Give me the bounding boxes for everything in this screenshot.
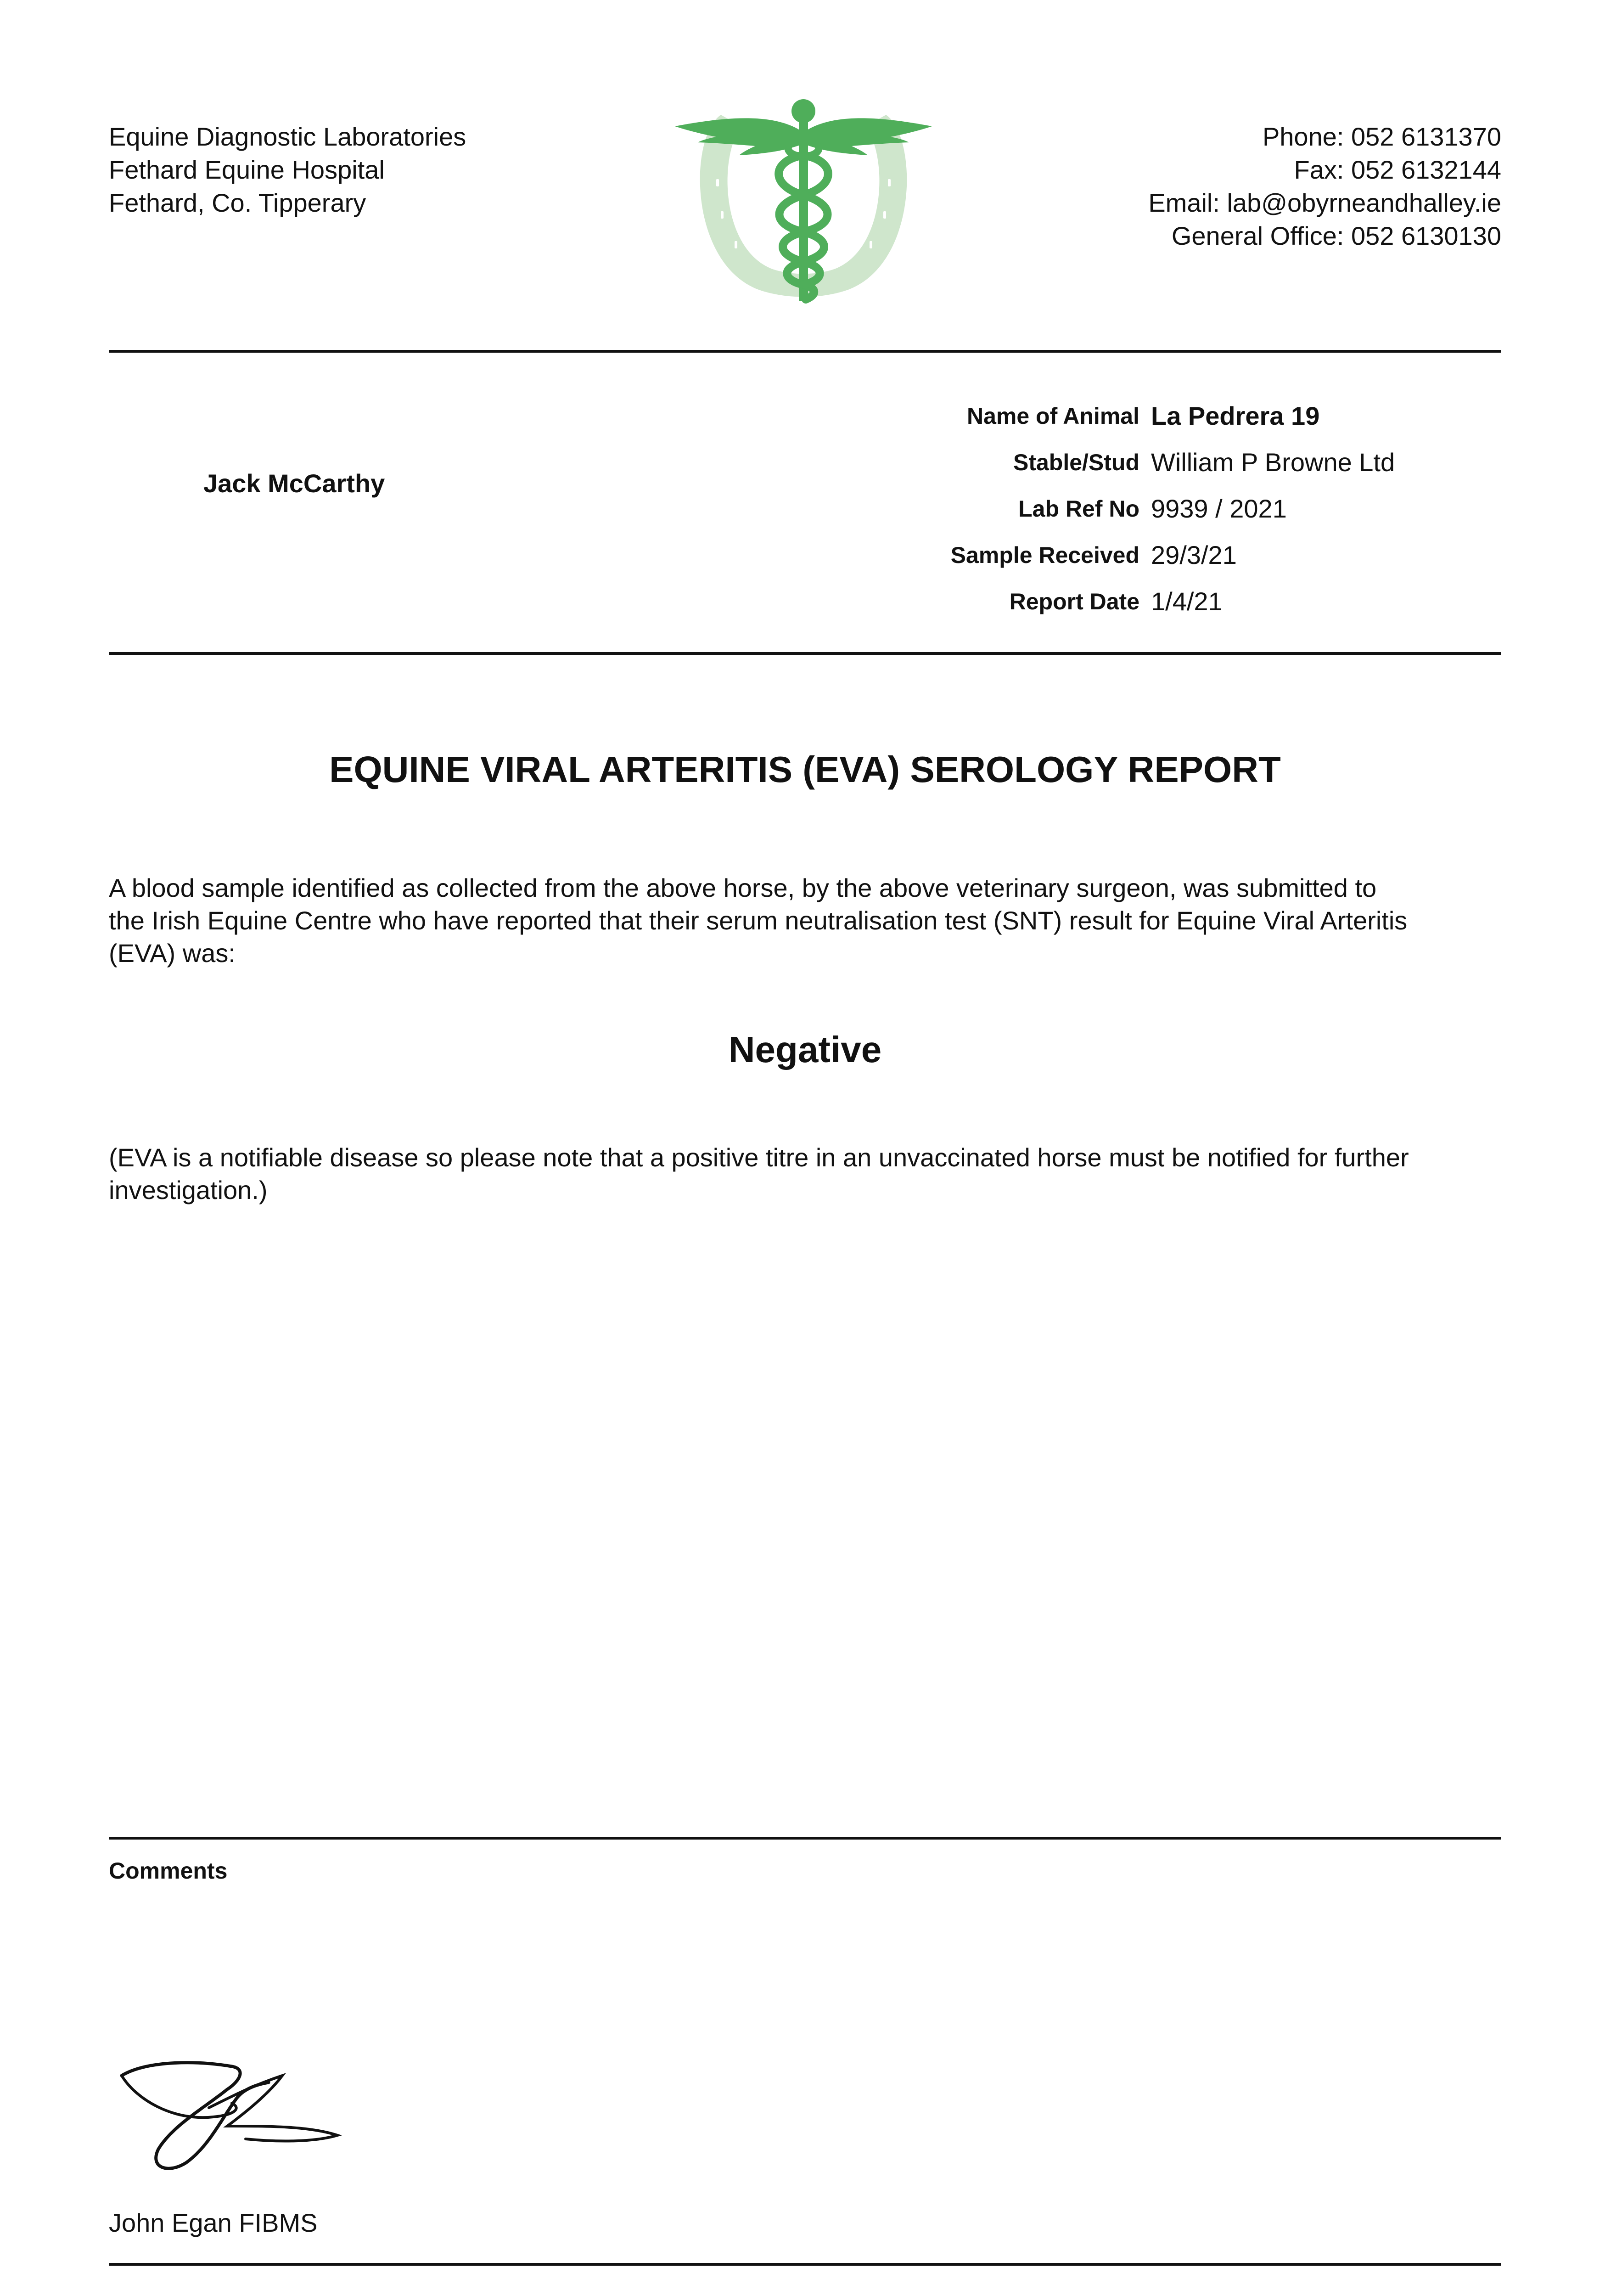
lab-contact (1148, 120, 1501, 253)
info-value: 1/4/21 (1151, 587, 1223, 616)
lab-email: Email: lab@obyrneandhalley.ie (1148, 188, 1501, 217)
animal-info-table (826, 393, 1469, 625)
info-row-sample-received (826, 532, 1469, 578)
lab-name: Equine Diagnostic Laboratories (109, 122, 466, 151)
comments-divider (109, 1837, 1501, 1840)
info-value: William P Browne Ltd (1151, 448, 1395, 477)
footer-divider (109, 2263, 1501, 2266)
info-label: Lab Ref No (1018, 495, 1139, 522)
info-label: Stable/Stud (1013, 449, 1139, 475)
test-result: Negative (728, 1029, 882, 1070)
report-intro-line: (EVA) was: (109, 939, 236, 968)
lab-fax: Fax: 052 6132144 (1294, 155, 1501, 184)
report-intro (109, 872, 1501, 969)
info-row-stable (826, 439, 1469, 485)
lab-location: Fethard, Co. Tipperary (109, 188, 366, 217)
signer-name: John Egan FIBMS (109, 2208, 318, 2237)
info-value: La Pedrera 19 (1151, 401, 1320, 430)
report-note-line: (EVA is a notifiable disease so please note that a positive titre in an unvaccinated horse must be notified for further (109, 1143, 1409, 1172)
handwritten-signature (117, 2057, 347, 2181)
info-value: 9939 / 2021 (1151, 494, 1287, 523)
info-row-animal-name (826, 393, 1469, 439)
info-value: 29/3/21 (1151, 540, 1237, 569)
report-intro-line: the Irish Equine Centre who have reported that their serum neutralisation test (SNT) result for Equine Viral Arteritis (109, 906, 1408, 935)
info-label: Sample Received (950, 542, 1139, 568)
info-row-lab-ref (826, 485, 1469, 532)
info-row-report-date (826, 578, 1469, 625)
header-divider (109, 350, 1501, 353)
report-note-line: investigation.) (109, 1176, 268, 1204)
info-label: Report Date (1009, 588, 1139, 614)
lab-hospital: Fethard Equine Hospital (109, 155, 385, 184)
comments-label: Comments (109, 1858, 228, 1884)
report-title: EQUINE VIRAL ARTERITIS (EVA) SEROLOGY REPORT (329, 749, 1281, 790)
caduceus-horseshoe-logo (670, 87, 937, 317)
report-note (109, 1141, 1501, 1206)
lab-general-office: General Office: 052 6130130 (1171, 221, 1501, 250)
veterinary-surgeon-name: Jack McCarthy (203, 469, 385, 498)
report-intro-line: A blood sample identified as collected from the above horse, by the above veterinary surgeon, was submitted to (109, 873, 1377, 902)
lab-address (109, 120, 466, 219)
info-divider (109, 652, 1501, 655)
info-label: Name of Animal (966, 403, 1139, 429)
lab-phone: Phone: 052 6131370 (1262, 122, 1501, 151)
